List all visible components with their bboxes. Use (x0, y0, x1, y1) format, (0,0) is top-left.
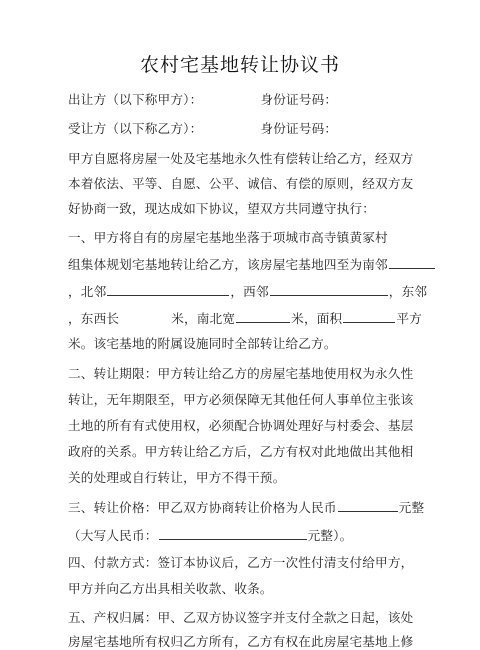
clause1-line-3 (68, 283, 427, 300)
clause2-line-5: 关的处理或自行转让，甲方不得干预。 (68, 470, 286, 485)
clause3-line-2 (68, 527, 352, 544)
clause5-line-1: 五、产权归属：甲、乙双方协议签字并支付全款之日起，该处 (68, 610, 414, 625)
clause1-line-5: 米。该宅基地的附属设施同时全部转让给乙方。 (68, 336, 337, 351)
west-neighbor-label: ，西邻 (230, 284, 269, 299)
clause1-line-4 (68, 310, 422, 327)
north-south-width-blank (236, 310, 290, 323)
clause2-line-2: 转让，无年期限至，甲方必须保障无其他任何人事单位主张该 (68, 392, 414, 407)
party-b-line (68, 121, 337, 137)
clause2-line-4: 政府的关系。甲方转让给乙方后，乙方有权对此地做出其他相 (68, 444, 414, 459)
price-label: 三、转让价格：甲乙双方协商转让价格为人民币 (68, 500, 337, 515)
intro-line-3: 好协商一致，现达成如下协议，望双方共同遵守执行： (68, 201, 376, 216)
clause3-line-1 (68, 499, 424, 516)
clause1-line-1: 一、甲方将自有的房屋宅基地坐落于项城市高寺镇黄冢村 (68, 230, 388, 245)
price-uppercase-unit: 元整）。 (307, 528, 353, 543)
square-label: 平方 (396, 311, 422, 326)
party-a-id-label: 身份证号码： (260, 92, 338, 107)
south-neighbor-blank (389, 256, 435, 269)
clause1-line-2 (68, 256, 436, 273)
document-title: 农村宅基地转让协议书 (139, 54, 340, 76)
intro-line-1: 甲方自愿将房屋一处及宅基地永久性有偿转让给乙方，经双方 (68, 151, 414, 166)
clause4-line-1: 四、付款方式：签订本协议后，乙方一次性付清支付给甲方， (68, 555, 414, 570)
clause2-line-3: 土地的所有有式使用权，必须配合协调处理好与村委会、基层 (68, 418, 414, 433)
east-neighbor-label: ，东邻 (388, 284, 428, 299)
west-neighbor-blank (270, 283, 388, 296)
north-south-width-label: 米，南北宽 (171, 311, 236, 326)
area-blank (343, 310, 395, 323)
clause2-line-1: 二、转让期限：甲方转让给乙方的房屋宅基地使用权为永久性 (68, 366, 414, 381)
clause1-line-2-text: 组集体规划宅基地转让给乙方，该房屋宅基地四至为南邻 (68, 257, 388, 272)
party-b-label: 受让方（以下称乙方）： (68, 121, 203, 136)
north-neighbor-label: ，北邻 (68, 284, 107, 299)
clause4-line-2: 甲方并向乙方出具相关收款、收条。 (68, 581, 273, 596)
area-label: 米，面积 (291, 311, 343, 326)
price-uppercase-blank (159, 527, 307, 540)
party-b-id-label: 身份证号码： (260, 121, 338, 136)
price-unit: 元整 (398, 500, 425, 515)
north-neighbor-blank (107, 283, 229, 296)
price-uppercase-label: （大写人民币： (68, 528, 158, 543)
price-blank (338, 499, 398, 512)
party-a-label: 出让方（以下称甲方）： (68, 92, 203, 107)
party-a-line (68, 92, 337, 108)
east-west-length-label: ，东西长 (68, 311, 120, 326)
clause5-line-2: 房屋宅基地所有权归乙方所有，乙方有权在此房屋宅基地上修 (68, 634, 414, 649)
intro-line-2: 本着依法、平等、自愿、公平、诚信、有偿的原则，经双方友 (68, 176, 414, 191)
